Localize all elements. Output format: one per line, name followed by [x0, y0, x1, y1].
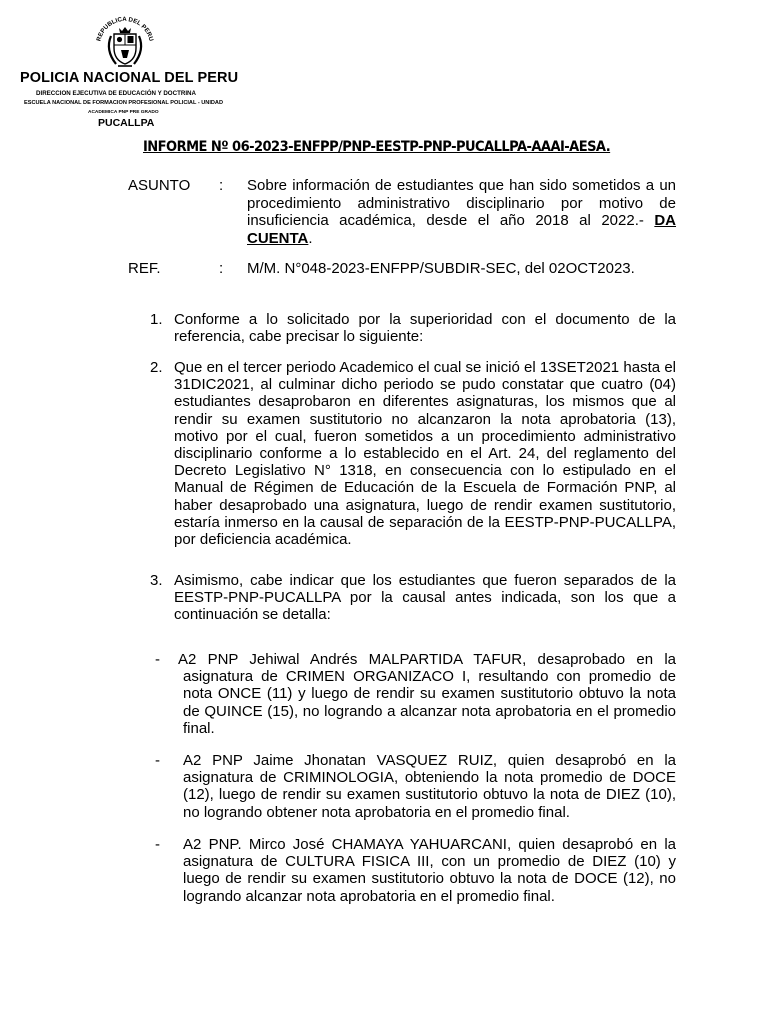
institution-name: POLICIA NACIONAL DEL PERU	[20, 70, 239, 86]
list-bullet: -	[155, 752, 160, 769]
asunto-colon: :	[219, 177, 224, 194]
asunto-label: ASUNTO	[128, 177, 191, 194]
paragraph-3: Asimismo, cabe indicar que los estudiantes que fueron separados de la EESTP-PNP-PUCALLPA por la causal antes indicada, son los que a continuación se detalla:	[174, 572, 676, 624]
school-line: ESCUELA NACIONAL DE FORMACION PROFESIONAL POLICIAL - UNIDAD	[24, 100, 223, 106]
city-name: PUCALLPA	[98, 117, 155, 129]
list-bullet: -	[155, 836, 160, 853]
paragraph-number: 2.	[150, 359, 163, 376]
student-entry: A2 PNP. Mirco José CHAMAYA YAHUARCANI, quien desaprobó en la asignatura de CULTURA FISICA III, con un promedio de DIEZ (10) y luego de rendir su examen sustitutorio obtuvo la nota de DOCE (12), no logrando alcanzar nota aprobatoria en el promedio final.	[183, 836, 676, 905]
report-title: INFORME Nº 06-2023-ENFPP/PNP-EESTP-PNP-PUCALLPA-AAAI-AESA.	[143, 139, 611, 155]
ref-colon: :	[219, 260, 224, 277]
paragraph-2: Que en el tercer periodo Academico el cual se inició el 13SET2021 hasta el 31DIC2021, al culminar dicho periodo se pudo constatar que cuatro (04) estudiantes desaprobaron en diferentes asignaturas, los mismos que al rendir su examen sustitutorio no alcanzaron la nota aprobatoria (13), motivo por el cual, fueron sometidos a un procedimiento administrativo disciplinario conforme a lo establecido en el Art. 24, del reglamento del Decreto Legislativo N° 1318, en consecuencia con lo estipulado en el Manual de Régimen de Educación de la Escuela de Formación PNP, al haber desaprobado una asignatura, luego de rendir examen sustitutorio, estaría inmerso en la causal de separación de la EESTP-PNP-PUCALLPA, por deficiencia académica.	[174, 359, 676, 549]
academic-unit-line: ACADEMICA PNP PRE GRADO	[88, 110, 159, 115]
da-cuenta-emphasis: DA CUENTA	[247, 212, 677, 247]
paragraph-number: 3.	[150, 572, 163, 589]
directorate-line: DIRECCION EJECUTIVA DE EDUCACIÓN Y DOCTRINA	[36, 90, 196, 97]
student-entry: A2 PNP Jehiwal Andrés MALPARTIDA TAFUR, desaprobado en la asignatura de CRIMEN ORGANIZACO I, resultando con promedio de nota ONCE (11) y luego de rendir su examen sustitutorio obtuvo la nota de QUINCE (15), no logrando a alcanzar nota aprobatoria en el promedio final.	[178, 651, 676, 737]
student-entry: A2 PNP Jaime Jhonatan VASQUEZ RUIZ, quien desaprobó en la asignatura de CRIMINOLOGIA, obteniendo la nota promedio de DOCE (12), luego de rendir su examen sustitutorio obtuvo la nota de DIEZ (10), no logrando obtener nota aprobatoria en el promedio final.	[183, 752, 676, 821]
list-bullet: -	[155, 651, 160, 668]
svg-text:REPUBLICA DEL PERU: REPUBLICA DEL PERU	[95, 15, 155, 43]
ref-label: REF.	[128, 260, 161, 277]
paragraph-1: Conforme a lo solicitado por la superioridad con el documento de la referencia, cabe precisar lo siguiente:	[174, 311, 676, 346]
asunto-text: Sobre información de estudiantes que han sido sometidos a un procedimiento administrativo disciplinario por motivo de insuficiencia académica, desde el año 2018 al 2022.- DA CUENTA.	[247, 177, 677, 247]
peru-coat-of-arms-seal	[92, 12, 158, 70]
paragraph-number: 1.	[150, 311, 163, 328]
ref-text: M/M. N°048-2023-ENFPP/SUBDIR-SEC, del 02OCT2023.	[247, 260, 635, 277]
